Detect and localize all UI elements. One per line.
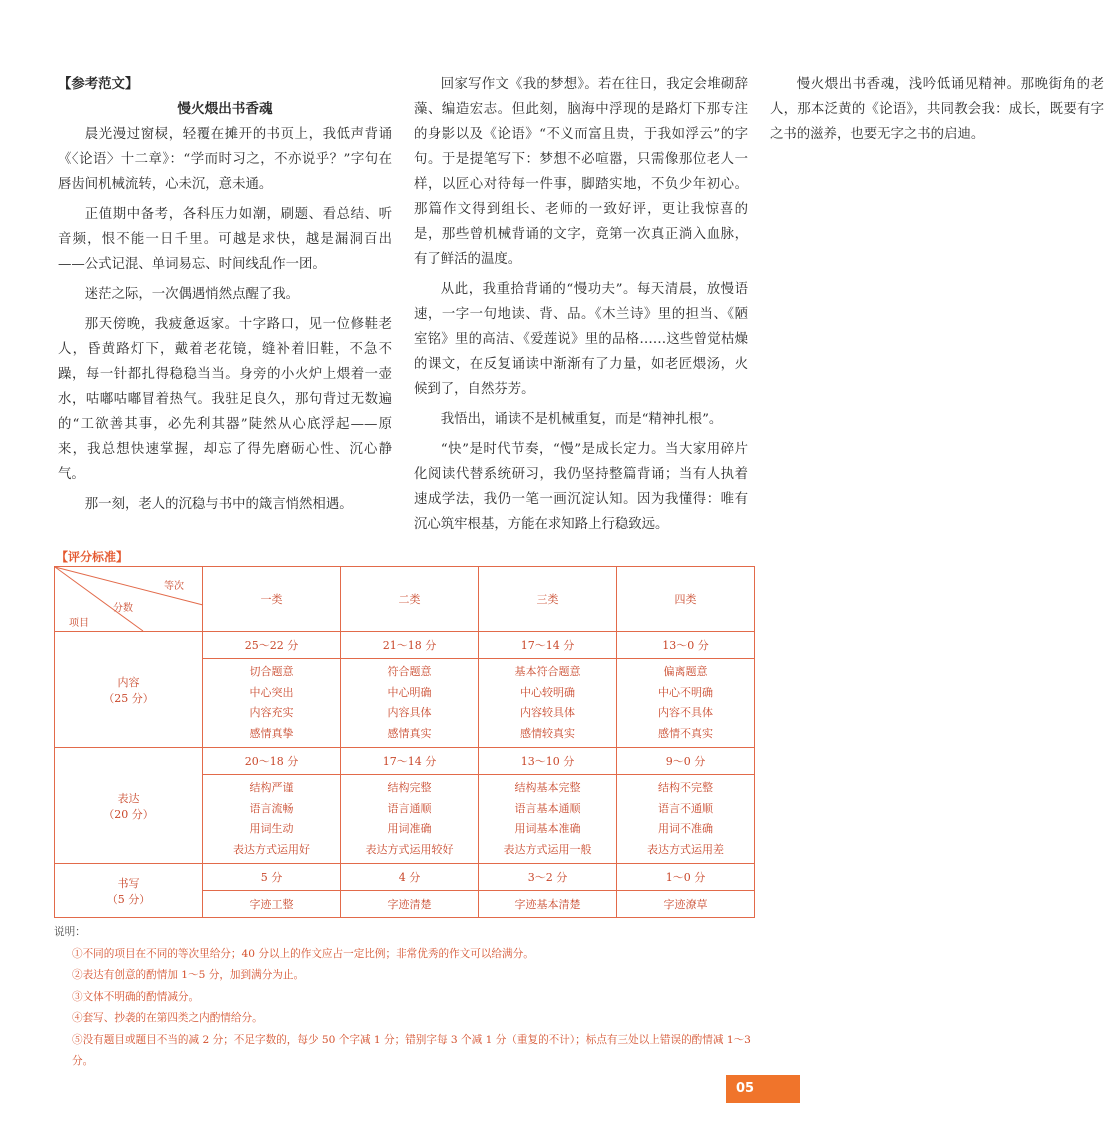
criterion: 用词准确	[387, 822, 432, 835]
criterion: 结构基本完整	[514, 781, 581, 794]
score-range: 1～0 分	[617, 864, 755, 891]
score-range: 4 分	[341, 864, 479, 891]
rubric-corner-cell	[55, 567, 203, 632]
score-range: 13～10 分	[479, 748, 617, 775]
score-range: 13～0 分	[617, 632, 755, 659]
page-number: 05	[726, 1075, 800, 1103]
note-item: ②表达有创意的酌情加 1～5 分，加到满分为止。	[72, 969, 305, 981]
corner-label-score: 分数	[113, 603, 133, 614]
note-item: ③文体不明确的酌情减分。	[72, 990, 200, 1003]
criteria-cell	[341, 775, 479, 864]
criterion: 内容充实	[249, 706, 294, 719]
essay-paragraph: 那一刻，老人的沉稳与书中的箴言悄然相遇。	[84, 497, 353, 512]
rubric-item-points: （20 分）	[103, 807, 154, 821]
criterion: 用词不准确	[658, 822, 713, 835]
criterion: 用词生动	[249, 822, 294, 835]
criterion: 语言通顺	[387, 801, 432, 815]
rubric-item-name: 内容	[117, 675, 140, 689]
criterion: 表达方式运用一般	[503, 842, 592, 856]
rubric-item-name: 表达	[117, 791, 140, 805]
criteria-cell	[203, 775, 341, 864]
criteria-cell	[617, 775, 755, 864]
rubric-item-points: （5 分）	[106, 892, 151, 906]
criteria-cell	[479, 659, 617, 748]
criterion: 中心不明确	[658, 685, 713, 699]
corner-label-grade: 等次	[164, 581, 184, 592]
criteria-cell	[341, 659, 479, 748]
essay-paragraph: “快”是时代节奏，“慢”是成长定力。当大家用碎片化阅读代替系统研习，我仍坚持整篇背诵；当有人执着速成学法，我仍一笔一画沉淀认知。因为我懂得：唯有沉心筑牢根基，方能在求知路上行稳致远。	[414, 442, 748, 532]
criterion: 基本符合题意	[514, 665, 581, 678]
score-range: 21～18 分	[341, 632, 479, 659]
criterion: 语言基本通顺	[514, 801, 581, 815]
essay-paragraph: 正值期中备考，各科压力如潮，刷题、看总结、听音频，恨不能一日千里。可越是求快，越是漏洞百出——公式记混、单词易忘、时间线乱作一团。	[58, 207, 392, 272]
note-item: ⑤没有题目或题目不当的减 2 分；不足字数的，每少 50 个字减 1 分；错别字每 3 个减 1 分（重复的不计）；标点有三处以上错误的酌情减 1～3 分。	[72, 1033, 751, 1067]
rubric-header-row	[55, 567, 755, 632]
criteria-cell	[203, 659, 341, 748]
criterion: 感情不真实	[658, 726, 713, 740]
rubric-item-name: 书写	[117, 876, 140, 890]
score-range: 9～0 分	[617, 748, 755, 775]
rubric-tag: 【评分标准】	[56, 550, 129, 564]
criterion: 符合题意	[387, 665, 432, 678]
criterion: 中心较明确	[520, 685, 575, 699]
criterion: 中心明确	[387, 685, 432, 699]
criteria-cell	[479, 775, 617, 864]
criterion: 中心突出	[249, 685, 294, 699]
criterion: 字迹工整	[203, 891, 341, 918]
rubric-score-row	[55, 632, 755, 659]
notes-label: 说明：	[54, 926, 86, 938]
essay-paragraph: 慢火煨出书香魂，浅吟低诵见精神。那晚街角的老人，那本泛黄的《论语》，共同教会我：成长，既要有字之书的滋养，也要无字之书的启迪。	[770, 77, 1104, 142]
criterion: 字迹清楚	[341, 891, 479, 918]
note-item: ④套写、抄袭的在第四类之内酌情给分。	[72, 1012, 263, 1024]
criterion: 字迹潦草	[617, 891, 755, 918]
essay-title: 慢火煨出书香魂	[177, 101, 273, 117]
criterion: 结构不完整	[658, 781, 713, 794]
criterion: 内容不具体	[658, 706, 713, 719]
criterion: 内容具体	[387, 706, 432, 719]
essay-paragraph: 我悟出，诵读不是机械重复，而是“精神扎根”。	[440, 412, 723, 427]
essay-paragraph: 迷茫之际，一次偶遇悄然点醒了我。	[84, 287, 300, 302]
essay-section	[58, 72, 1104, 542]
essay-paragraph: 回家写作文《我的梦想》。若在往日，我定会堆砌辞藻、编造宏志。但此刻，脑海中浮现的是路灯下那专注的身影以及《论语》“不义而富且贵，于我如浮云”的字句。于是提笔写下：梦想不必喧嚣，只需像那位老人一样，以匠心对待每一件事，脚踏实地，不负少年初心。那篇作文得到组长、老师的一致好评，更让我惊喜的是，那些曾机械背诵的文字，竟第一次真正淌入血脉，有了鲜活的温度。	[414, 77, 748, 267]
criterion: 结构完整	[387, 781, 432, 794]
essay-paragraph: 那天傍晚，我疲惫返家。十字路口，见一位修鞋老人，昏黄路灯下，戴着老花镜，缝补着旧鞋，不急不躁，每一针都扎得稳稳当当。身旁的小火炉上煨着一壶水，咕嘟咕嘟冒着热气。我驻足良久，那句背过无数遍的“工欲善其事，必先利其器”陡然从心底浮起——原来，我总想快速掌握，却忘了得先磨砺心性、沉心静气。	[58, 317, 392, 482]
note-item: ①不同的项目在不同的等次里给分；40 分以上的作文应占一定比例；非常优秀的作文可以给满分。	[72, 947, 534, 960]
criterion: 内容较具体	[520, 706, 575, 719]
criterion: 切合题意	[249, 665, 294, 678]
criterion: 语言不通顺	[658, 801, 713, 815]
criterion: 表达方式运用差	[647, 842, 724, 856]
criterion: 表达方式运用好	[233, 842, 310, 856]
grading-rubric-table	[54, 566, 755, 918]
score-range: 20～18 分	[203, 748, 341, 775]
grade-header: 三类	[479, 567, 617, 632]
grade-header: 一类	[203, 567, 341, 632]
criterion: 感情真挚	[249, 726, 294, 740]
score-range: 25～22 分	[203, 632, 341, 659]
criterion: 结构严谨	[249, 781, 294, 794]
criterion: 感情真实	[387, 726, 432, 740]
rubric-item-points: （25 分）	[103, 691, 154, 705]
essay-paragraph: 从此，我重拾背诵的“慢功夫”。每天清晨，放慢语速，一字一句地读、背、品。《木兰诗》里的担当、《陋室铭》里的高洁、《爱莲说》里的品格……这些曾觉枯燥的课文，在反复诵读中渐渐有了力量，如老匠煨汤，火候到了，自然芬芳。	[414, 282, 748, 397]
rubric-score-row	[55, 864, 755, 891]
criterion: 表达方式运用较好	[365, 842, 454, 856]
criterion: 用词基本准确	[514, 822, 581, 835]
corner-label-item: 项目	[69, 618, 89, 629]
rubric-item-cell	[55, 632, 203, 748]
rubric-score-row	[55, 748, 755, 775]
grade-header: 二类	[341, 567, 479, 632]
criterion: 字迹基本清楚	[479, 891, 617, 918]
essay-heading: 【参考范文】	[58, 77, 139, 92]
grade-header: 四类	[617, 567, 755, 632]
score-range: 5 分	[203, 864, 341, 891]
score-range: 17～14 分	[479, 632, 617, 659]
rubric-item-cell	[55, 864, 203, 918]
criterion: 感情较真实	[520, 726, 575, 740]
notes-section	[54, 922, 754, 1073]
criteria-cell	[617, 659, 755, 748]
rubric-item-cell	[55, 748, 203, 864]
essay-paragraph: 晨光漫过窗棂，轻覆在摊开的书页上，我低声背诵《〈论语〉十二章》：“学而时习之，不亦说乎？”字句在唇齿间机械流转，心未沉，意未通。	[58, 127, 392, 192]
criterion: 偏离题意	[663, 665, 708, 678]
score-range: 17～14 分	[341, 748, 479, 775]
criterion: 语言流畅	[249, 801, 294, 815]
score-range: 3～2 分	[479, 864, 617, 891]
